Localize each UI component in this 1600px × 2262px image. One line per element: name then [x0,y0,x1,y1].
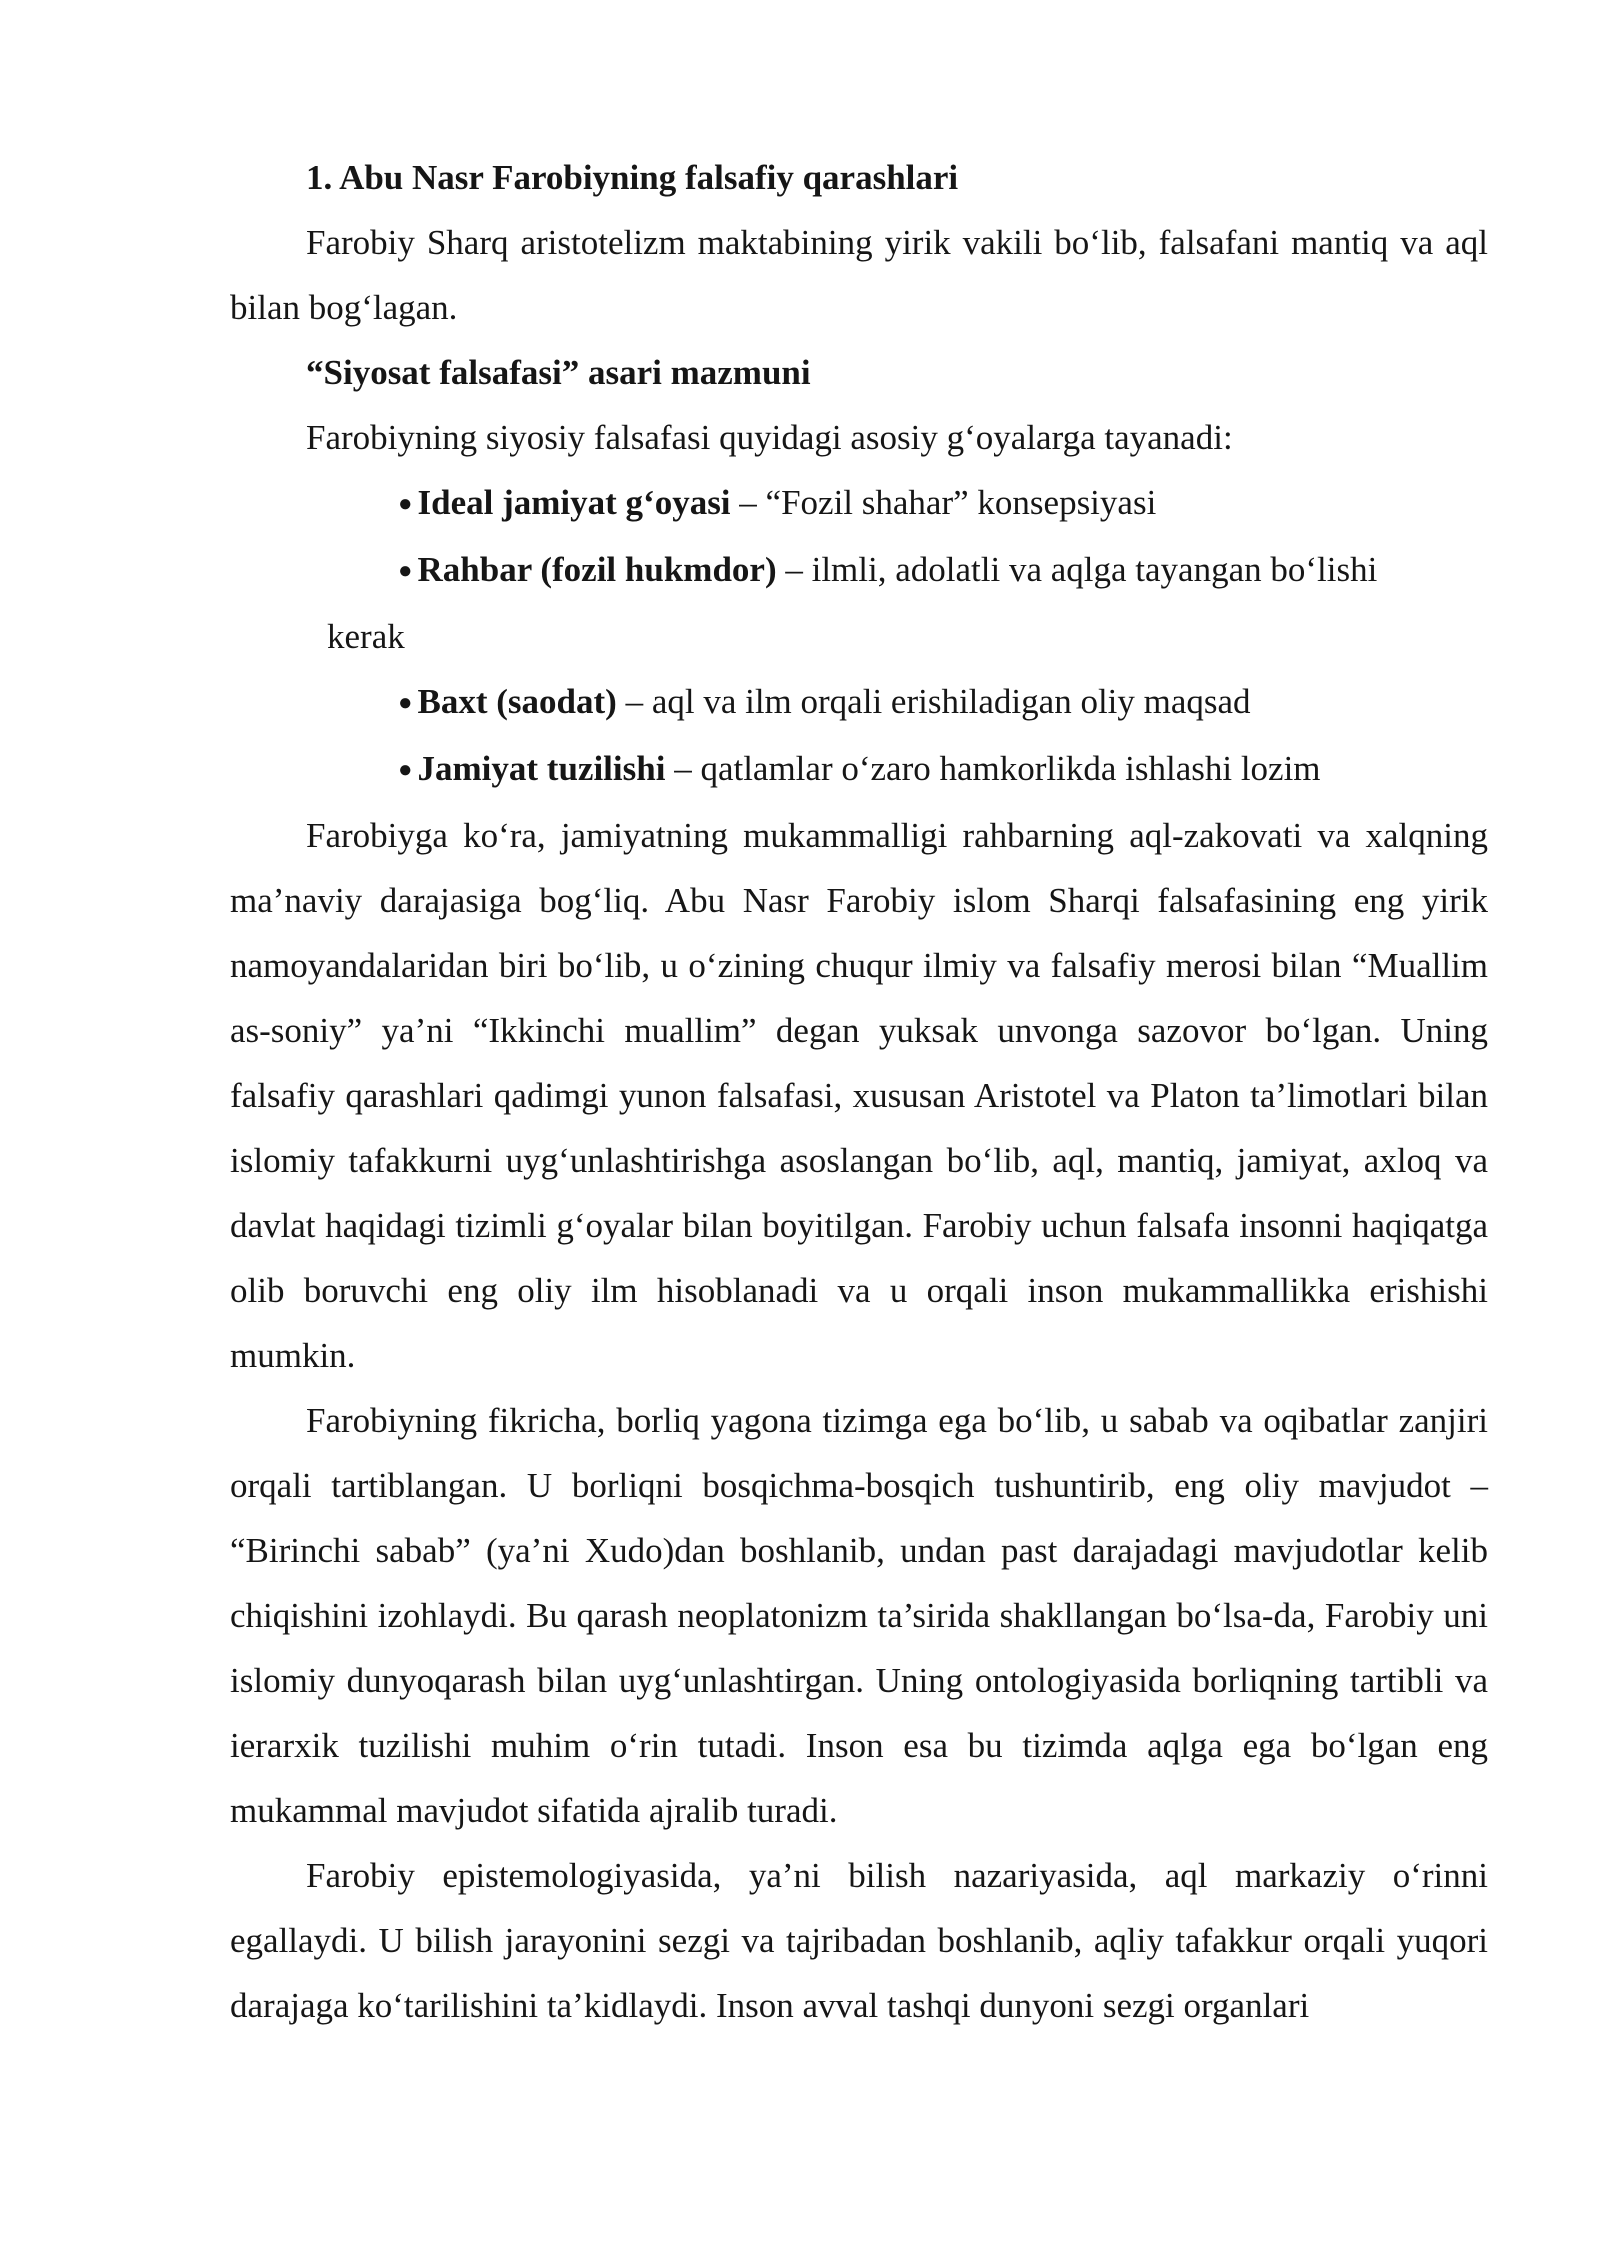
bullet-icon: ● [398,757,413,783]
bullet-term: Jamiyat tuzilishi [417,749,666,788]
bullet-text: – ilmli, adolatli va aqlga tayangan bo‘lishi [776,550,1378,589]
bullet-item [230,470,1488,537]
body-paragraph: Farobiyning fikricha, borliq yagona tizimga ega bo‘lib, u sabab va oqibatlar zanjiri orqali tartiblangan. U borliqni bosqichma-bosqich tushuntirib, eng oliy mavjudot – “Birinchi sabab” (ya’ni Xudo)dan boshlanib, undan past darajadagi mavjudotlar kelib chiqishini izohlaydi. Bu qarash neoplatonizm ta’sirida shakllangan bo‘lsa-da, Farobiy uni islomiy dunyoqarash bilan uyg‘unlashtirgan. Uning ontologiyasida borliqning tartibli va ierarxik tuzilishi muhim o‘rin tutadi. Inson esa bu tizimda aqlga ega bo‘lgan eng mukammal mavjudot sifatida ajralib turadi. [230,1401,1488,1830]
body-paragraph: Farobiy epistemologiyasida, ya’ni bilish nazariyasida, aql markaziy o‘rinni egallaydi. U bilish jarayonini sezgi va tajribadan boshlanib, aqliy tafakkur orqali yuqori darajaga ko‘tarilishini ta’kidlaydi. Inson avval tashqi dunyoni sezgi organlari [230,1856,1488,2025]
bullet-term: Baxt (saodat) [417,682,617,721]
section-heading: 1. Abu Nasr Farobiyning falsafiy qarashlari [306,158,959,197]
bullet-continuation: kerak [327,617,405,656]
bullet-icon: ● [398,558,413,584]
bullet-item [230,669,1488,736]
bullet-icon: ● [398,491,413,517]
bullet-item [230,537,1488,669]
bullet-term: Rahbar (fozil hukmdor) [417,550,777,589]
lead-paragraph: Farobiyning siyosiy falsafasi quyidagi asosiy g‘oyalarga tayanadi: [306,418,1233,457]
body-paragraph: Farobiyga ko‘ra, jamiyatning mukammalligi rahbarning aql-zakovati va xalqning ma’naviy darajasiga bog‘liq. Abu Nasr Farobiy islom Sharqi falsafasining eng yirik namoyandalaridan biri bo‘lib, u o‘zining chuqur ilmiy va falsafiy merosi bilan “Muallim as-soniy” ya’ni “Ikkinchi muallim” degan yuksak unvonga sazovor bo‘lgan. Uning falsafiy qarashlari qadimgi yunon falsafasi, xususan Aristotel va Platon ta’limotlari bilan islomiy tafakkurni uyg‘unlashtirishga asoslangan bo‘lib, aql, mantiq, jamiyat, axloq va davlat haqidagi tizimli g‘oyalar bilan boyitilgan. Farobiy uchun falsafa insonni haqiqatga olib boruvchi eng oliy ilm hisoblanadi va u orqali inson mukammallikka erishishi mumkin. [230,816,1488,1375]
bullet-text: – “Fozil shahar” konsepsiyasi [730,483,1157,522]
document-body [230,145,1488,2038]
subheading: “Siyosat falsafasi” asari mazmuni [306,353,811,392]
intro-paragraph: Farobiy Sharq aristotelizm maktabining yirik vakili bo‘lib, falsafani mantiq va aql bilan bog‘lagan. [230,223,1488,327]
bullet-item [230,736,1488,803]
bullet-text: – qatlamlar o‘zaro hamkorlikda ishlashi lozim [665,749,1321,788]
bullet-text: – aql va ilm orqali erishiladigan oliy maqsad [616,682,1251,721]
bullet-icon: ● [398,690,413,716]
bullet-term: Ideal jamiyat g‘oyasi [417,483,731,522]
